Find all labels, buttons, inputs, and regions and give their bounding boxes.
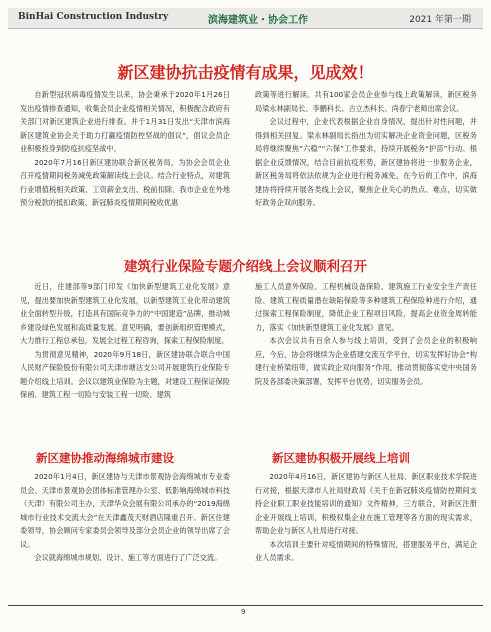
article2-paragraph: 本次会议共有百余人参与线上培训，受到了会员企业的积极响应，今后，协会将继续为企业搭建交流互学平台，切实发挥好协会“构建行业桥梁纽带，做实政企双向服务”作用，推动贯彻落实党中央国务院及各部委决策部署，发挥平台优势，切实服务会员。	[255, 336, 477, 386]
header-issue: 2021 年第一期	[409, 15, 471, 25]
article1-right-column	[255, 88, 477, 210]
article3-paragraph: 2020年1月4日，新区建协与天津市景观协会海绵城市专业委员会、天津市景观协会团体标准管理办公室、低影响海绵城市科技（天津）有限公司主办，天津华众会展有限公司承办的“2019海绵城市行业技术交流大会”在天津鑫茂天财酒店隆重召开。新区住建委领导，协会顾问专家委员会领导及部分会员企业的领导出席了会议。	[20, 472, 230, 549]
article1-paragraph: 政策等进行解读。共有100家会员企业参与线上政策解读，新区税务局梁永林副局长、李鹏科长、古立杰科长、尚春宁老师出席会议。	[255, 90, 477, 113]
page-header	[8, 8, 483, 29]
header-section-title: 滨海建筑业・协会工作	[208, 15, 308, 26]
page-number: 9	[241, 608, 246, 616]
article3-paragraph: 会议就海绵城市规划、设计、施工等方面进行了广泛交流。	[34, 553, 222, 562]
article2-left-column	[20, 280, 230, 402]
article3-column	[20, 470, 230, 565]
article4-paragraph: 本次培训主要针对疫情期间的特殊情况，搭建服务平台，满足企业人员需求。	[255, 539, 477, 562]
article4-column	[255, 470, 477, 565]
article1-paragraph: 2020年7月16日新区建协联合新区税务局，为协会会员企业召开疫情期间税务减免政策解读线上会议。结合行业特点，对建筑行业增值税相关政策、工资薪金支出、税前扣除、我市企业在外地预分税款的抵扣政策、新冠肺炎疫情期间税收优惠	[20, 157, 230, 207]
article2-title: 建筑行业保险专题介绍线上会议顺利召开	[124, 259, 367, 275]
article1-paragraph: 会议过程中，企业代表根据企业自身情况，提出针对性问题，并得到相关回复。梁永林副局长指出为切实解决企业资金问题，区税务局将继续聚焦“六稳”“六保”工作要求，持续开展税务“护苗”行动。根据企业反馈情况，结合目前抗疫形势，新区建协将进一步服务企业，新区税务局将依法依规为企业进行税务减免。在今后的工作中，滨海建协将持续开展各类线上会议，聚焦企业关心的热点、难点，切实做好政务企双向服务。	[255, 117, 477, 207]
article3-title: 新区建协推动海绵城市建设	[36, 451, 174, 465]
article1-left-column	[20, 88, 230, 210]
header-publication-name: BinHai Construction Industry	[18, 12, 169, 22]
article2-paragraph: 为贯彻意见精神，2020年9月18日，新区建协联合联合中国人民财产保险股份有限公司天津市塘沽支公司开展建筑行业保险专题介绍线上培训。会议以建筑业保险为主题，对建设工程保证保险保函、建筑工程一切险与安装工程一切险、建筑	[20, 349, 230, 399]
article4-paragraph: 2020年4月16日，新区建协与新区人社局、新区职业技术学院进行对接，根据天津市人社局财政局《关于在新冠肺炎疫情防控期间支持企业职工职业技能培训的通知》文件精神，三方联合，对新区注册企业开展线上培训，积极权集企业在施工管理等各方面的现实需求，帮助企业与新区人社局进行对接。	[255, 472, 477, 535]
article4-title: 新区建协积极开展线上培训	[272, 451, 410, 465]
article2-right-column	[255, 280, 477, 388]
article2-paragraph: 施工人员意外保险、工程机械设备保险、建筑施工行业安全生产责任险、建筑工程质量潜在缺陷保险等多种建筑工程保险种进行介绍，通过探索工程保险制度，降低企业工程项目风险，提高企业资金周转能力，落实《加快新型建筑工业化发展》意见。	[255, 282, 477, 332]
article1-paragraph: 自新型冠状病毒疫情发生以来，协会秉承于2020年1月26日发出疫情排查通知，收集会员企业疫情相关情况，积极配合政府有关部门对新区建筑企业进行排查。并于1月31日发出“天津市滨海新区建筑业协会关于助力打赢疫情防控坚战的倡议”，倡议会员企业积极投身到防疫抗疫坚战中。	[20, 90, 230, 153]
footer-rule	[8, 605, 483, 606]
article2-paragraph: 近日，住建部等9部门印发《加快新型建筑工业化发展》意见，提出要加快新型建筑工业化发展，以新型建筑工业化带动建筑业全面转型升级，打造具有国际竞争力的“中国建造”品牌，推动城乡建设绿色发展和高质量发展。意见明确，要创新组织管理模式，大力推行工程总承包，发展全过程工程咨询，探索工程保险制度。	[20, 282, 230, 345]
article1-title: 新区建协抗击疫情有成果，见成效！	[117, 63, 374, 82]
